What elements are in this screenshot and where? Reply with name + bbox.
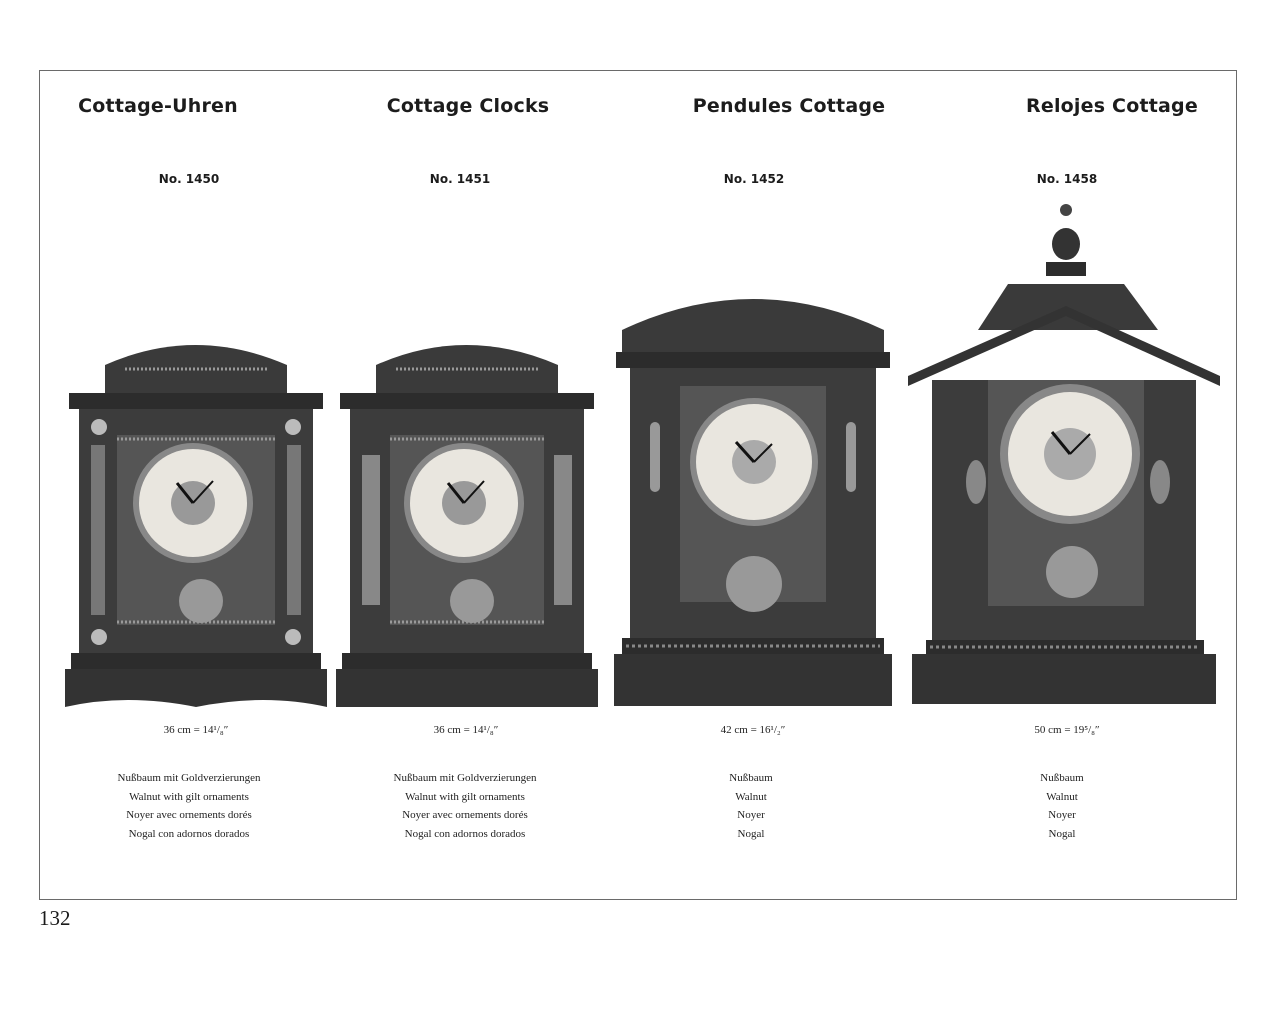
clock-size-1458: 50 cm = 19⁵/₈″: [1034, 724, 1100, 736]
description-german: Nußbaum mit Goldverzierungen: [393, 772, 537, 784]
clock-size-1450: 36 cm = 14¹/₈″: [163, 724, 229, 736]
description-french: Noyer avec ornements dorés: [402, 809, 528, 821]
description-english: Walnut: [735, 790, 767, 803]
description-english: Walnut with gilt ornaments: [129, 790, 249, 803]
description-french: Noyer: [737, 809, 765, 821]
clock-description-1452: [621, 769, 881, 843]
clock-image-1451: [336, 335, 598, 709]
clock-size-1451: 36 cm = 14¹/₈″: [433, 724, 499, 736]
model-number-1451: No. 1451: [429, 172, 491, 186]
clock-image-1458: [908, 200, 1220, 706]
clock-image-1452: [614, 282, 892, 708]
model-number-1452: No. 1452: [723, 172, 785, 186]
heading-english: Cottage Clocks: [386, 95, 550, 117]
model-number-1450: No. 1450: [158, 172, 220, 186]
description-spanish: Nogal con adornos dorados: [404, 827, 526, 840]
clock-description-1450: [59, 769, 319, 843]
description-spanish: Nogal: [1048, 827, 1076, 840]
description-spanish: Nogal con adornos dorados: [128, 827, 250, 840]
clock-image-1450: [65, 335, 327, 709]
description-english: Walnut: [1046, 790, 1078, 803]
description-french: Noyer avec ornements dorés: [126, 809, 252, 821]
clock-description-1458: [932, 769, 1192, 843]
description-german: Nußbaum mit Goldverzierungen: [117, 772, 261, 784]
model-number-1458: No. 1458: [1036, 172, 1098, 186]
heading-german: Cottage-Uhren: [78, 95, 238, 117]
description-french: Noyer: [1048, 809, 1076, 821]
clock-description-1451: [335, 769, 595, 843]
description-english: Walnut with gilt ornaments: [405, 790, 525, 803]
clock-size-1452: 42 cm = 16¹/₂″: [720, 724, 786, 736]
heading-spanish: Relojes Cottage: [1026, 95, 1198, 117]
page-number: 132: [39, 906, 71, 930]
description-german: Nußbaum: [1040, 772, 1084, 784]
heading-french: Pendules Cottage: [692, 95, 886, 117]
description-spanish: Nogal: [737, 827, 765, 840]
description-german: Nußbaum: [729, 772, 773, 784]
